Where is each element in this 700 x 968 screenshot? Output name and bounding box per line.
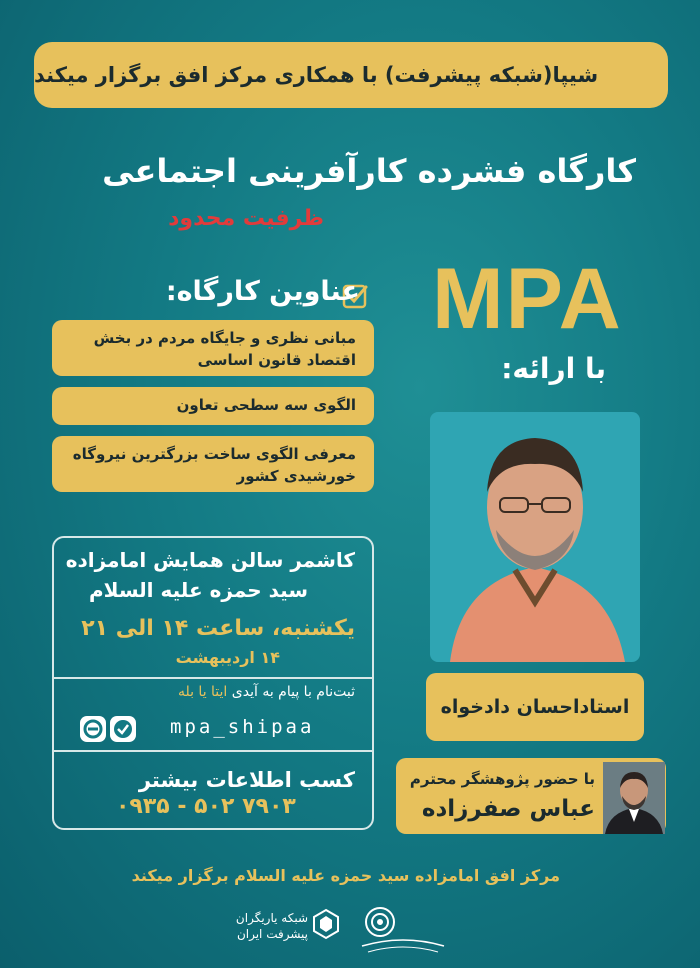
registration-apps: ایتا یا بله bbox=[177, 684, 228, 700]
divider bbox=[54, 677, 372, 679]
topic-item: معرفی الگوی ساخت بزرگترین نیروگاه خورشیدی کشور bbox=[52, 436, 374, 492]
logo-text-1: شبکه یاریگران bbox=[235, 911, 308, 925]
topic-item: مبانی نظری و جایگاه مردم در بخش اقتصاد قانون اساسی bbox=[52, 320, 374, 376]
phone-number[interactable]: ۰۹۳۵ - ۵۰۲ ۷۹۰۳ bbox=[116, 794, 296, 819]
organizers-text: شیپا(شبکه پیشرفت) با همکاری مرکز افق برگزار میکند bbox=[34, 63, 599, 87]
speaker-name-box bbox=[426, 673, 644, 741]
presented-by-label: با ارائه: bbox=[501, 352, 606, 385]
event-date: ۱۴ اردیبهشت bbox=[175, 648, 280, 667]
event-datetime: یکشنبه، ساعت ۱۴ الی ۲۱ bbox=[81, 616, 355, 641]
footer-text: مرکز افق امامزاده سید حمزه علیه السلام برگزار میکند bbox=[131, 866, 560, 885]
logo-text-2: پیشرفت ایران bbox=[236, 927, 308, 941]
speaker-photo bbox=[430, 412, 640, 662]
divider bbox=[54, 750, 372, 752]
location-line-1: کاشمر سالن همایش امامزاده bbox=[65, 548, 355, 572]
topic-item: الگوی سه سطحی تعاون bbox=[52, 387, 374, 425]
social-handle[interactable]: mpa_shipaa bbox=[170, 716, 315, 738]
registration-label: ثبت‌نام با پیام به آیدی bbox=[231, 684, 355, 700]
event-title: کارگاه فشرده کارآفرینی اجتماعی bbox=[102, 152, 636, 190]
guest-photo bbox=[603, 762, 665, 834]
mpa-logo-text: MPA bbox=[432, 251, 623, 347]
capacity-label: ظرفیت محدود bbox=[168, 206, 324, 231]
topics-heading: عناوین کارگاه: bbox=[165, 276, 360, 307]
speaker-name: استاداحسان دادخواه bbox=[440, 696, 630, 718]
top-banner bbox=[34, 42, 668, 108]
bale-icon[interactable] bbox=[110, 716, 136, 742]
shipa-logo bbox=[212, 904, 342, 952]
ofogh-center-logo bbox=[358, 902, 448, 956]
eitaa-icon[interactable] bbox=[80, 716, 106, 742]
guest-name: عباس صفرزاده bbox=[421, 796, 595, 822]
location-line-2: سید حمزه علیه السلام bbox=[88, 578, 308, 602]
guest-intro: با حضور پژوهشگر محترم bbox=[409, 770, 595, 788]
registration-text bbox=[178, 684, 355, 700]
more-info-label: کسب اطلاعات بیشتر bbox=[138, 768, 355, 792]
